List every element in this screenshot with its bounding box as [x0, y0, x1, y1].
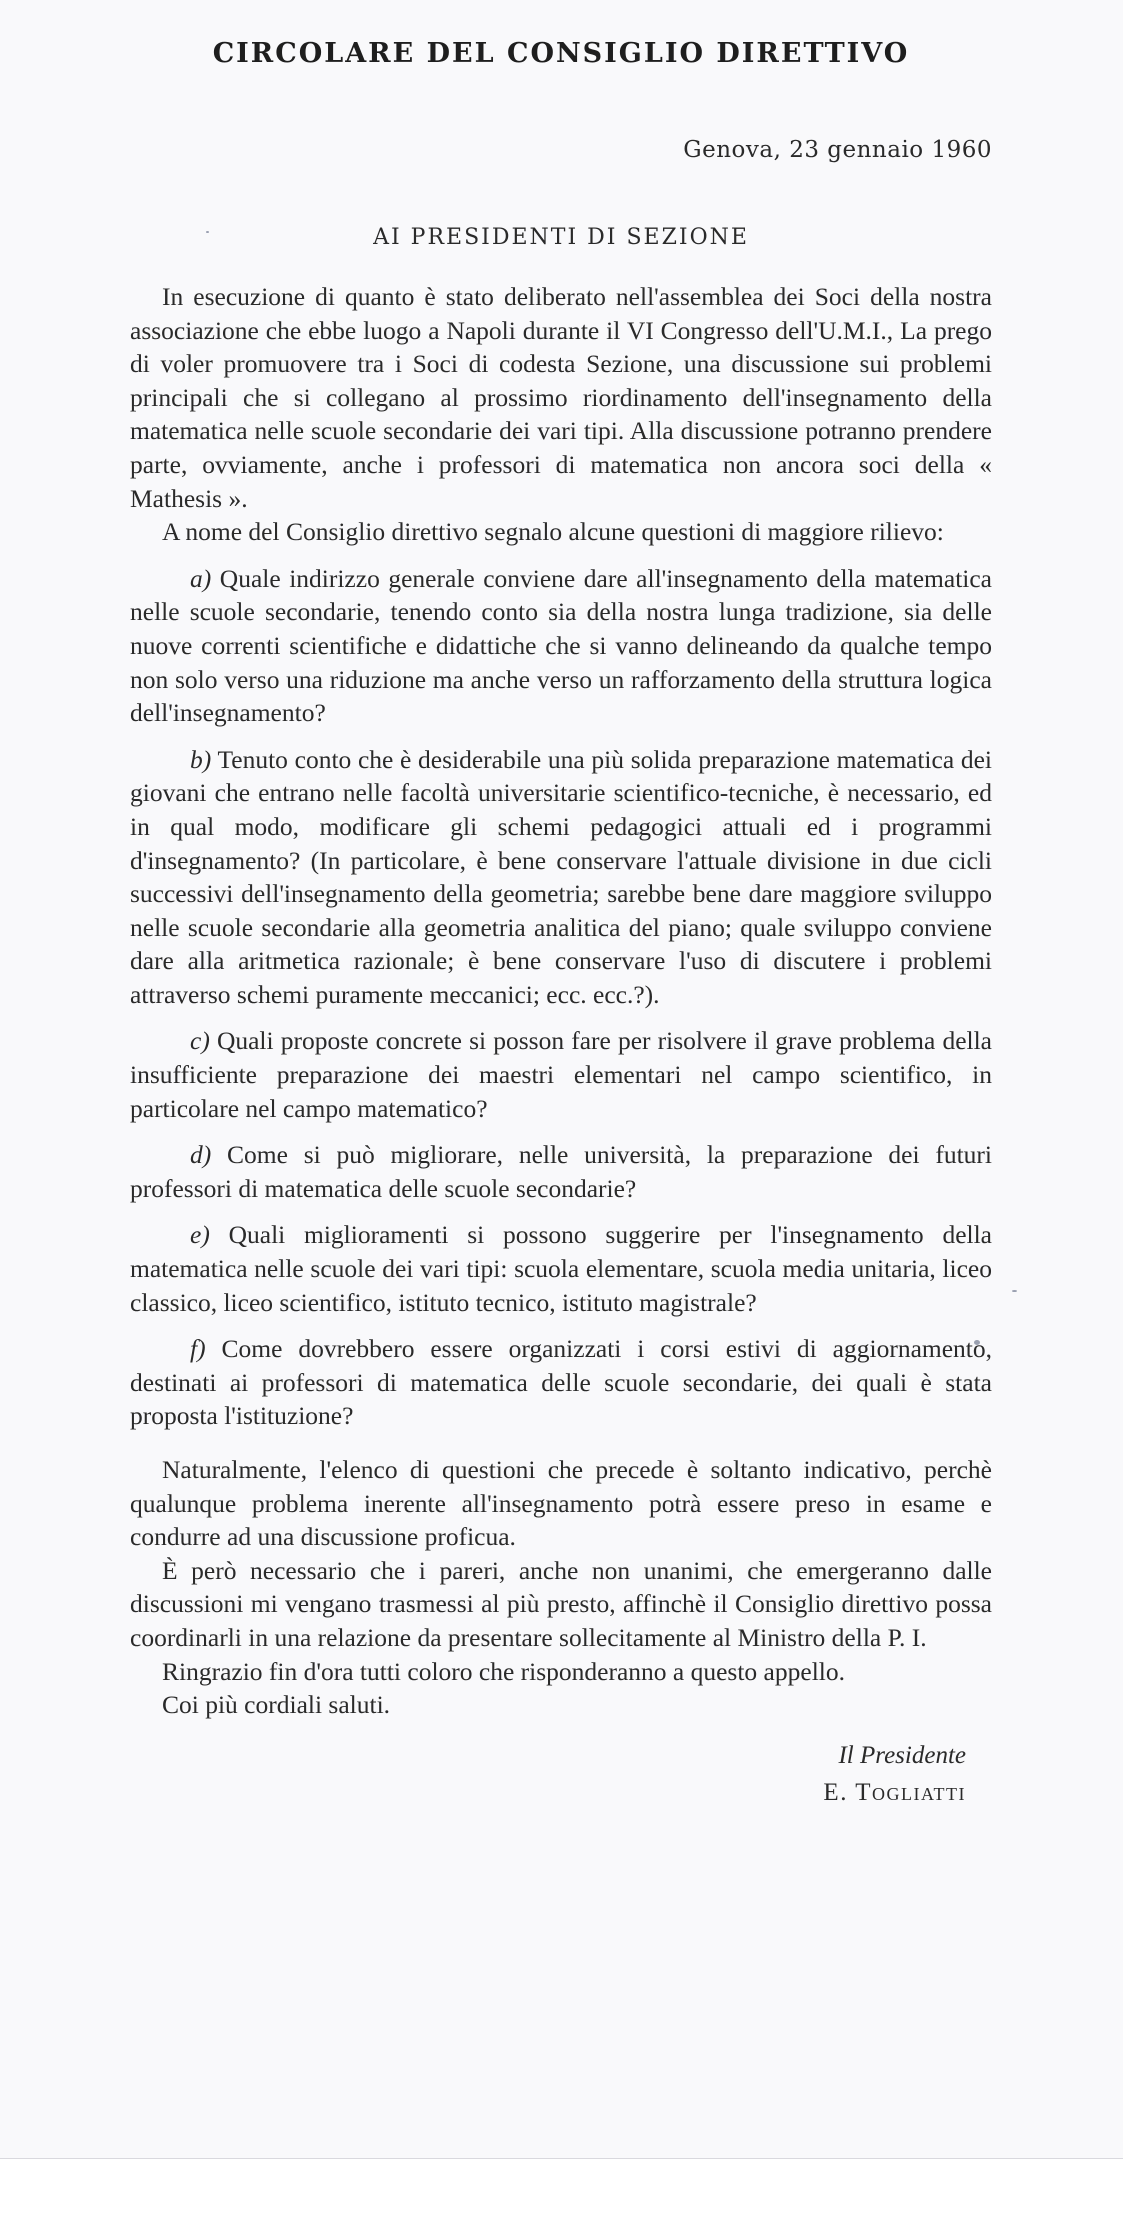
signature-role: Il Presidente	[838, 1741, 966, 1769]
intro-paragraph: A nome del Consiglio direttivo segnalo alcune questioni di maggiore rilievo:	[162, 517, 944, 547]
page-bottom-edge	[0, 2158, 1123, 2214]
question-c	[130, 1024, 992, 1125]
addressee: AI PRESIDENTI DI SEZIONE	[373, 225, 749, 250]
question-d	[130, 1138, 992, 1205]
question-a	[130, 562, 992, 730]
question-b	[130, 743, 992, 1012]
letter-body	[130, 280, 992, 1722]
question-e	[130, 1218, 992, 1319]
closing-paragraph: Ringrazio fin d'ora tutti coloro che risponderanno a questo appello.	[162, 1656, 845, 1686]
letter-date: Genova, 23 gennaio 1960	[683, 137, 992, 163]
question-f	[130, 1332, 992, 1433]
question-marker: f)	[190, 1334, 206, 1364]
question-marker: b)	[190, 744, 212, 774]
question-text: Quali miglioramenti si possono suggerire per l'insegnamento della matematica nelle scuole dei vari tipi: scuola elementare, scuola media unitaria, liceo classico, liceo scientifico, istituto tecnico, istituto magistrale?	[130, 1220, 993, 1317]
question-marker: d)	[190, 1140, 212, 1170]
closing-greeting: Coi più cordiali saluti.	[162, 1690, 391, 1720]
letter	[130, 38, 992, 1812]
question-marker: e)	[190, 1220, 210, 1250]
paper-speck	[1012, 1290, 1017, 1292]
question-marker: c)	[190, 1026, 210, 1056]
question-text: Come si può migliorare, nelle università, la preparazione dei futuri professori di matematica delle scuole secondarie?	[130, 1140, 992, 1203]
closing-paragraph: Naturalmente, l'elenco di questioni che precede è soltanto indicativo, perchè qualunque problema inerente all'insegnamento potrà essere preso in esame e condurre ad una discussione proficua.	[130, 1455, 992, 1552]
question-text: Quali proposte concrete si posson fare per risolvere il grave problema della insufficiente preparazione dei maestri elementari nel campo scientifico, in particolare nel campo matematico?	[130, 1026, 993, 1123]
question-marker: a)	[190, 563, 212, 593]
question-text: Quale indirizzo generale conviene dare all'insegnamento della matematica nelle scuole secondarie, tenendo conto sia della nostra lunga tradizione, sia delle nuove correnti scientifiche e didattiche che si vanno delineando da qualche tempo non solo verso una riduzione ma anche verso un rafforzamento della struttura logica dell'insegnamento?	[130, 563, 992, 728]
question-text: Come dovrebbero essere organizzati i corsi estivi di aggiornamento, destinati ai professori di matematica delle scuole secondarie, dei quali è stata proposta l'istituzione?	[130, 1334, 992, 1431]
signature-block	[130, 1738, 992, 1812]
intro-paragraph: In esecuzione di quanto è stato deliberato nell'assemblea dei Soci della nostra associazione che ebbe luogo a Napoli durante il VI Congresso dell'U.M.I., La prego di voler promuovere tra i Soci di codesta Sezione, una discussione sui problemi principali che si collegano al prossimo riordinamento dell'insegnamento della matematica nelle scuole secondarie dei vari tipi. Alla discussione potranno prendere parte, ovviamente, anche i professori di matematica non ancora soci della « Mathesis ».	[130, 282, 992, 513]
question-text: Tenuto conto che è desiderabile una più solida preparazione matematica dei giovani che entrano nelle facoltà universitarie scientifico-tecniche, è necessario, ed in qual modo, modificare gli schemi pedagogici attuali ed i programmi d'insegnamento? (In particolare, è bene conservare l'attuale divisione in due cicli successivi dell'insegnamento della geometria; sarebbe bene dare maggiore sviluppo nelle scuole secondarie alla geometria analitica del piano; quale sviluppo conviene dare alla aritmetica razionale; è bene conservare l'uso di discutere i problemi attraverso schemi puramente meccanici; ecc. ecc.?).	[130, 744, 992, 1009]
signature-name: E. Togliatti	[823, 1778, 966, 1806]
closing-paragraph: È però necessario che i pareri, anche non unanimi, che emergeranno dalle discussioni mi vengano trasmessi al più presto, affinchè il Consiglio direttivo possa coordinarli in una relazione da presentare sollecitamente al Ministro della P. I.	[130, 1555, 992, 1652]
document-title: CIRCOLARE DEL CONSIGLIO DIRETTIVO	[212, 38, 910, 69]
